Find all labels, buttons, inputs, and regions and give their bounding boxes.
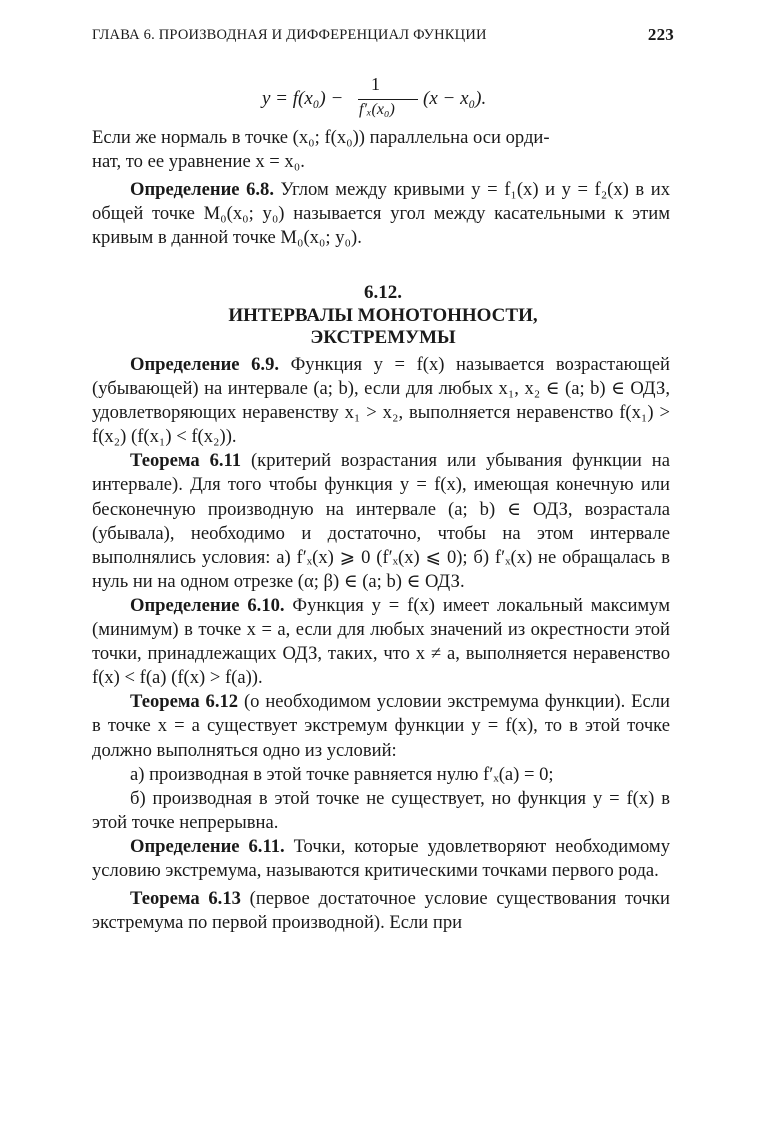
- section-title-line-2: ЭКСТРЕМУМЫ: [310, 327, 456, 348]
- theorem-6-12: [92, 690, 670, 762]
- theorem-label: Теорема 6.11: [130, 450, 242, 472]
- theorem-6-13: [92, 887, 670, 935]
- section-number: 6.12.: [364, 282, 402, 303]
- normal-parallel-text: [92, 126, 670, 174]
- definition-6-8: [92, 178, 670, 250]
- section-title-line-1: ИНТЕРВАЛЫ МОНОТОННОСТИ,: [228, 304, 538, 326]
- definition-label: Определение 6.10.: [130, 594, 285, 616]
- definition-label: Определение 6.8.: [130, 179, 274, 200]
- formula-left: y = f(x₀) −: [262, 88, 349, 109]
- theorem-text: (критерий возрастания или убывания функции на интервале). Для того чтобы функция y = f(x), имеющая конечную или бесконечную производную на интервале (a; b) ∈ ОДЗ, возрастала (убывала), необходимо и достаточно, чтобы на этом интервале выполнялись условия: а) f′ₓ(x) ⩾ 0 (f′ₓ(x) ⩽ 0); б) f′ₓ(x) не обращалась в нуль ни на одном отрезке (α; β) ∈ (a; b) ∈ ОДЗ.: [92, 450, 670, 592]
- definition-6-9: [92, 353, 670, 449]
- theorem-label: Теорема 6.12: [130, 691, 239, 713]
- theorem-label: Теорема 6.13: [130, 888, 241, 910]
- definition-text: Функция y = f(x) имеет локальный максимум (минимум) в точке x = a, если для любых значений из окрестности этой точки, принадлежащих ОДЗ, таких, что x ≠ a, выполняется неравенство f(x) < f(a) (f(x) > f(a)).: [92, 594, 670, 689]
- definition-text: Углом между кривыми y = f₁(x) и y = f₂(x) в их общей точке M₀(x₀; y₀) называется угол между касательными к этим кривым в данной точке M₀(x₀; y₀).: [92, 179, 670, 249]
- condition-b: б) производная в этой точке не существует, но функция y = f(x) в этой точке непрерывна.: [92, 787, 670, 833]
- theorem-text: (первое достаточное условие существования точки экстремума по первой производной). Если при: [92, 888, 671, 934]
- definition-label: Определение 6.9.: [130, 354, 280, 375]
- chapter-title: ГЛАВА 6. ПРОИЗВОДНАЯ И ДИФФЕРЕНЦИАЛ ФУНКЦИИ: [92, 27, 487, 43]
- fraction-denominator: f′ₓ(x₀): [359, 101, 395, 118]
- section-heading: [92, 282, 674, 350]
- formula-right: (x − x₀).: [423, 88, 487, 109]
- running-header: [92, 27, 674, 51]
- normal-line-2: нат, то ее уравнение x = x₀.: [92, 151, 305, 173]
- condition-a: а) производная в этой точке равняется нулю f′ₓ(a) = 0;: [130, 763, 554, 785]
- fraction-numerator: 1: [371, 74, 380, 94]
- definition-text: Функция y = f(x) называется возрастающей (убывающей) на интервале (a; b), если для любых x₁, x₂ ∈ (a; b) ∈ ОДЗ, удовлетворяющих неравенству x₁ > x₂, выполняется неравенство f(x₁) > f(x₂) (f(x₁) < f(x₂)).: [92, 354, 670, 448]
- theorem-6-11: [92, 449, 670, 594]
- theorem-text: (о необходимом условии экстремума функции). Если в точке x = a существует экстремум функции y = f(x), то в этой точке должно выполняться одно из условий:: [92, 691, 670, 761]
- normal-line-equation: [0, 74, 762, 122]
- definition-6-10: [92, 594, 670, 690]
- definition-6-11: [92, 835, 670, 883]
- page-number: 223: [647, 25, 674, 44]
- body-text: [92, 353, 670, 935]
- normal-line-1: Если же нормаль в точке (x₀; f(x₀)) параллельна оси орди-: [92, 127, 550, 148]
- definition-label: Определение 6.11.: [130, 835, 285, 857]
- definition-text: Точки, которые удовлетворяют необходимому условию экстремума, называются критическими точками первого рода.: [92, 835, 670, 881]
